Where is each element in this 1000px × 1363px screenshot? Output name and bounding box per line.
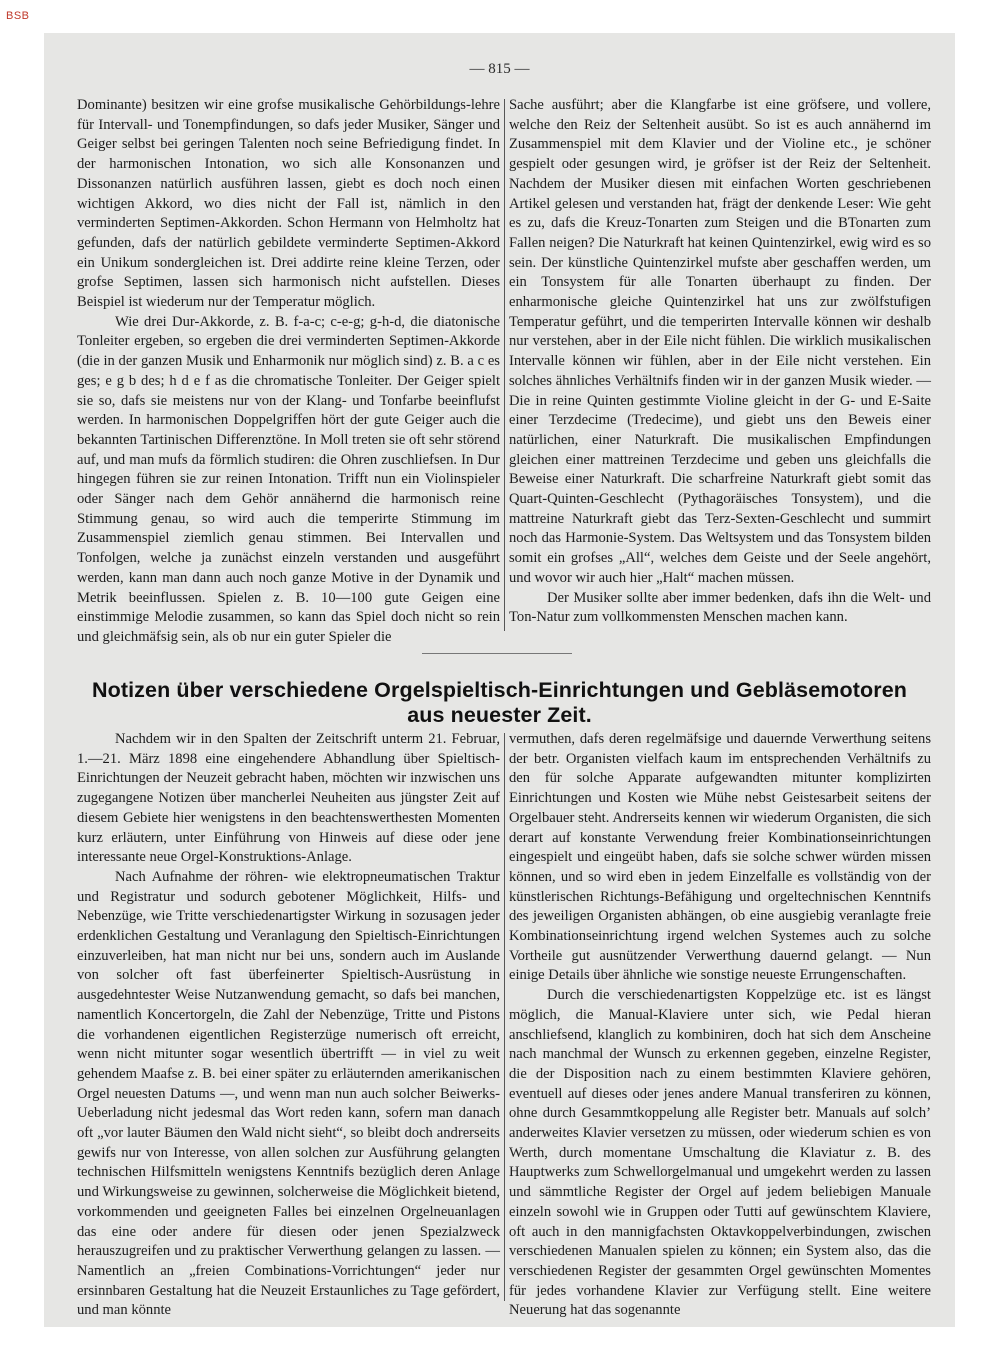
article-title bbox=[54, 678, 945, 728]
column-divider bbox=[504, 733, 505, 1301]
paragraph: Sache ausführt; aber die Klangfarbe ist eine gröfsere, und vollere, welche den Reiz der Seltenheit ausübt. So ist es auch annähernd im Zusammenspiel mit dem Klavier und der Violine etc., je schöner gespielt oder gesungen wird, je gröfser ist der Reiz der Seltenheit. Nachdem der Musiker diesen mit einfachen Worten geschriebenen Artikel gelesen und verstanden hat, frägt der denkende Leser: Wie geht es zu, dafs die Kreuz-Tonarten zum Steigen und die BTonarten zum Fallen neigen? Die Naturkraft hat keinen Quintenzirkel, ewig wird es so sein. Der künstliche Quintenzirkel mufste aber geschaffen werden, um ein Tonsystem für alle Tonarten überhaupt zu finden. Der enharmonische gleiche Quintenzirkel hat uns zur zwölfstufigen Temperatur geführt, und die temperirten Intervalle können wir deshalb nur verstehen, aber in der Eile nicht fühlen. Die wirklich musikalischen Intervalle können wir fühlen, aber in der Eile nicht verstehen. Ein solches ähnliches Verhältnifs finden wir in der ganzen Musik wieder. — Die in reine Quinten gestimmte Violine gleicht in der G- und E-Saite einer Terzdecime (Tredecime), und giebt uns den Beweis einer natürlichen, einer Naturkraft. Die musikalischen Empfindungen gleichen einer mattreinen Terzdecime und geben uns gleichfalls die Beweise einer Naturkraft. Die scharfreine Naturkraft giebt somit das Quart-Quinten-Geschlecht (Pythagoräisches Tonsystem), und die mattreine Naturkraft giebt das Terz-Sexten-Geschlecht und summirt noch das Harmonie-System. Das Weltsystem und das Tonsystem bilden somit ein grofses „All“, welches dem Geiste und der Seele angehört, und wovor wir auch hier „Halt“ machen müssen. bbox=[509, 97, 931, 586]
title-line: Notizen über verschiedene Orgelspieltisch-Einrichtungen und Gebläsemotoren bbox=[91, 678, 907, 702]
paragraph: Durch die verschiedenartigsten Koppelzüge etc. ist es längst möglich, die Manual-Klaviere unter sich, wie Pedal hieran anschliefsend, klanglich zu kombiniren, doch hat sich dem Anscheine nach manchmal der Wunsch zu erkennen gegeben, einzelne Register, die der Disposition nach zu einem bestimmten Klaviere gehören, eventuell auf dieses oder jenes andere Manual transferiren zu können, ohne durch Gesammtkoppelung alle Register betr. Manuals auf solch’ anderweites Klavier versetzen zu müssen, oder wiederum schien es von Werth, durch momentane Umschaltung die Klaviatur z. B. des Hauptwerks zum Schwellorgelmanual und umgekehrt werden zu lassen und sämmtliche Register der Orgel auf jedem beliebigen Manuale einzeln sowohl wie in Gruppen oder Tutti auf gewünschtem Klaviere, oft auch in den mannigfachsten Oktavkoppelverbindungen, zwischen verschiedenen Manualen spielen zu können; ein System also, das die verschiedenen Register der gesammten Orgel gewünschten Momentes für jedes vorhandene Klavier zur Verfügung stellt. Eine weitere Neuerung hat das sogenannte bbox=[509, 987, 931, 1319]
bottom-right-column bbox=[509, 730, 931, 1321]
section-divider bbox=[422, 653, 572, 654]
top-right-column bbox=[509, 96, 931, 628]
library-stamp: BSB bbox=[6, 10, 30, 22]
column-divider bbox=[504, 99, 505, 631]
title-line: aus neuester Zeit. bbox=[407, 703, 592, 727]
paragraph: Der Musiker sollte aber immer bedenken, dafs ihn die Welt- und Ton-Natur zum vollkommensten Menschen machen kann. bbox=[509, 589, 931, 626]
paragraph: Wie drei Dur-Akkorde, z. B. f-a-c; c-e-g; g-h-d, die diatonische Tonleiter ergeben, so ergeben die drei verminderten Septimen-Akkorde (die in der ganzen Musik und Enharmonik nur möglich sind) z. B. a c es ges; e g b des; h d e f as die chromatische Tonleiter. Der Geiger spielt sie so, dafs sie meistens nur von der Klang- und Tonfarbe beeinflufst werden. In harmonischen Doppelgriffen hört der gute Geiger auch die bekannten Tartinischen Differenztöne. In Moll treten sie oft sehr störend auf, und man mufs da förmlich studiren: die Ohren zuschliefsen. In Dur hingegen führen sie zur reinen Intonation. Trifft nun ein Violinspieler oder Sänger nach dem Gehör annähernd die harmonisch reine Stimmung genau, so wird auch die temperirte Stimmung im Zusammenspiel ziemlich genau stimmen. Bei Intervallen und Tonfolgen, welche ja zunächst einzeln verstanden und ausgeführt werden, kann man dann auch noch ganze Motive in der Dynamik und Metrik beeinflussen. Spielen z. B. 10—100 gute Geigen eine einstimmige Melodie zusammen, so kann das Spiel doch nicht so rein und gleichmäfsig sein, als ob nur ein guter Spieler die bbox=[77, 313, 500, 645]
page-number: — 815 — bbox=[469, 61, 530, 77]
paragraph: Dominante) besitzen wir eine grofse musikalische Gehörbildungs-lehre für Intervall- und Tonempfindungen, so dafs jeder Musiker, Sänger und Geiger selbst bei geringen Talenten noch seine Befriedigung findet. In der harmonischen Intonation, wo sich alle Konsonanzen und Dissonanzen natürlich ausführen lassen, giebt es doch noch einen wichtigen Akkord, wo dies nicht der Fall ist, nämlich in den verminderten Septimen-Akkorden. Schon Hermann von Helmholtz hat gefunden, dafs der natürlich gebildete verminderte Septimen-Akkord ein Unikum sondergleichen ist. Drei addirte reine kleine Terzen, oder grofse Septimen, lassen sich harmonisch nicht aufstellen. Dieses Beispiel ist wiederum nur der Temperatur möglich. bbox=[77, 97, 500, 311]
bottom-left-column bbox=[77, 730, 500, 1321]
paragraph: Nach Aufnahme der röhren- wie elektropneumatischen Traktur und Registratur und sodurch gebotener Möglichkeit, Hilfs- und Nebenzüge, wie Tritte verschiedenartigster Wirkung in sozusagen jeder erdenklichen Gestaltung und Veranlagung den Spieltisch-Einrichtungen einzuverleiben, hat man nicht nur bei uns, sondern auch im Auslande von solcher oft fast überfeinerter Spieltisch-Ausrüstung in ausgedehntester Weise Nutzanwendung gemacht, so dafs bei manchen, namentlich Koncertorgeln, die Zahl der Nebenzüge, Tritte und Pistons die vorhandenen eigentlichen Registerzüge numerisch oft erreicht, wenn nicht mitunter sogar wesentlich übertrifft — in viel zu weit gehendem Maafse z. B. bei einer später zu erläuternden amerikanischen Orgel neuesten Datums —, und wenn man nun auch solcher Beiwerks-Ueberladung nicht jedesmal das Wort reden kann, sofern man danach oft „vor lauter Bäumen den Wald nicht sieht“, so bleibt doch andrerseits gewifs nur von Interesse, von allen solchen zur Ausführung gelangten technischen Hilfsmitteln wenigstens Kenntnifs bezüglich deren Anlage und Wirkungsweise zu gewinnen, solcherweise die Möglichkeit bietend, vorkommenden und geeigneten Falles bei einzelnen Orgelneuanlagen das eine oder andere für diesen oder jenen Spezialzweck herauszugreifen und zu praktischer Verwerthung gelangen zu lassen. — Namentlich an „freien Combinations-Vorrichtungen“ jeder nur ersinnbaren Gestaltung hat die Neuzeit Erstaunliches zu Tage gefördert, und man könnte bbox=[77, 868, 500, 1319]
paragraph: Nachdem wir in den Spalten der Zeitschrift unterm 21. Februar, 1.—21. März 1898 eine eingehendere Abhandlung über Spieltisch-Einrichtungen der Neuzeit gebracht haben, möchten wir inzwischen uns zugegangene Notizen über mancherlei Neuheiten aus jüngster Zeit auf diesem Gebiete hier wenigstens in den beachtenswerthesten Momenten kurz erläutern, unter Einführung von Hinweis auf diese oder jene interessante neue Orgel-Konstruktions-Anlage. bbox=[77, 731, 500, 866]
paragraph: vermuthen, dafs deren regelmäfsige und dauernde Verwerthung seitens der betr. Organisten vielfach kaum im entsprechenden Verhältnifs zu den für solche Apparate aufgewandten mitunter komplizirten Einrichtungen und Kosten wie Mühe nebst Geistesarbeit seitens der Orgelbauer steht. Andrerseits kennen wir wiederum Organisten, die sich derart auf konstante Verwendung freier Kombinationseinrichtungen eingespielt und eingeübt haben, dafs sie solche schwer würden missen können, und so wird eben in jedem Einzelfalle es vollständig von der künstlerischen Richtungs-Befähigung und orgeltechnischen Kenntnifs des jeweiligen Organisten abhängen, ob eine ausgiebig veranlagte freie Kombinationseinrichtung irgend welchen Systemes auch zu solche Vortheile gut ausnützender Verwerthung dauernd gelangt. — Nun einige Details über ähnliche wie sonstige neueste Errungenschaften. bbox=[509, 731, 931, 984]
scanned-page bbox=[44, 33, 955, 1327]
top-left-column bbox=[77, 96, 500, 648]
